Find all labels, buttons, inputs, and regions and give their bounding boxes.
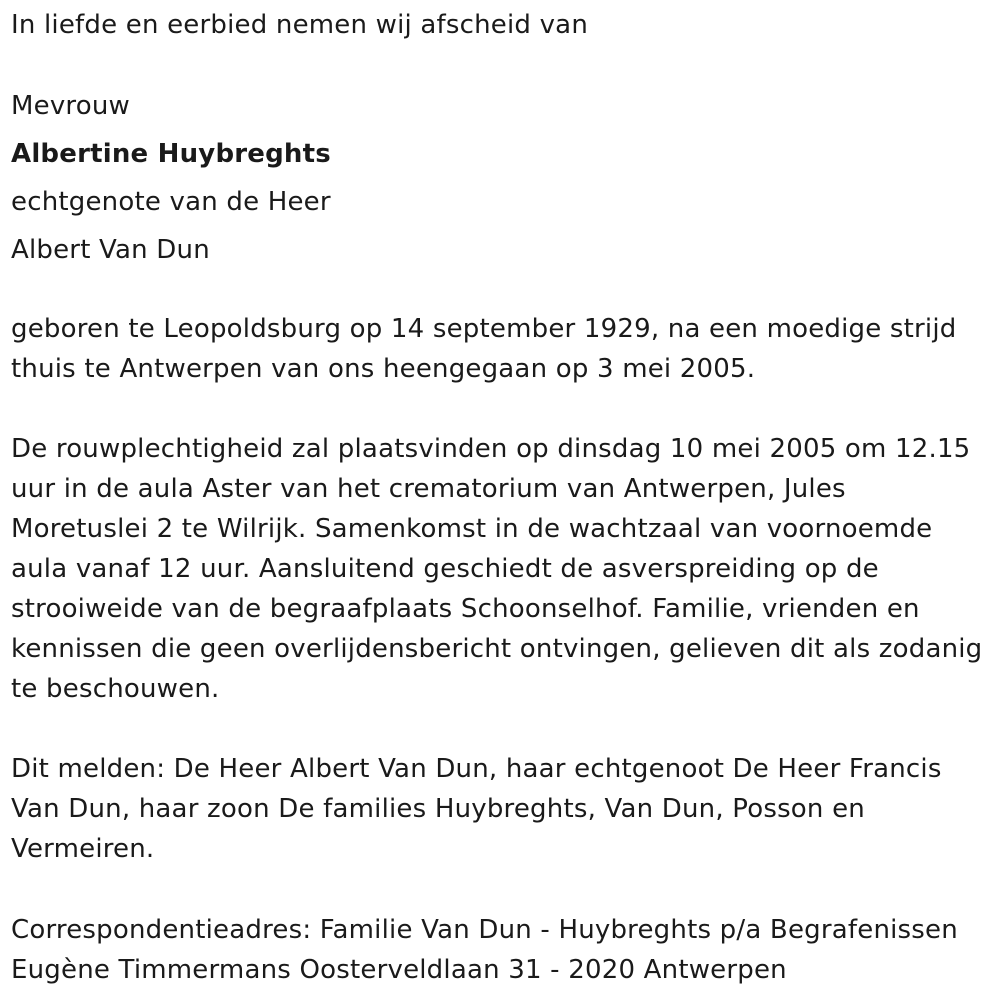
spouse-title: echtgenote van de Heer <box>11 187 331 217</box>
deceased-name: Albertine Huybreghts <box>11 139 331 169</box>
intro-text: In liefde en eerbied nemen wij afscheid van <box>11 10 588 40</box>
announced-by-paragraph: Dit melden: De Heer Albert Van Dun, haar echtgenoot De Heer Francis Van Dun, haar zoon De families Huybreghts, Van Dun, Posson en Vermeiren. <box>11 754 942 864</box>
correspondence-paragraph: Correspondentieadres: Familie Van Dun - Huybreghts p/a Begrafenissen Eugène Timmermans Oosterveldlaan 31 - 2020 Antwerpen <box>11 915 958 985</box>
spouse-name: Albert Van Dun <box>11 235 210 265</box>
salutation: Mevrouw <box>11 91 130 121</box>
birth-death-paragraph: geboren te Leopoldsburg op 14 september 1929, na een moedige strijd thuis te Antwerpen van ons heengegaan op 3 mei 2005. <box>11 314 957 384</box>
ceremony-paragraph: De rouwplechtigheid zal plaatsvinden op dinsdag 10 mei 2005 om 12.15 uur in de aula Aster van het crematorium van Antwerpen, Jules Moretuslei 2 te Wilrijk. Samenkomst in de wachtzaal van voornoemde aula vanaf 12 uur. Aansluitend geschiedt de asverspreiding op de strooiweide van de begraafplaats Schoonselhof. Familie, vrienden en kennissen die geen overlijdensbericht ontvingen, gelieven dit als zodanig te beschouwen. <box>11 434 983 704</box>
